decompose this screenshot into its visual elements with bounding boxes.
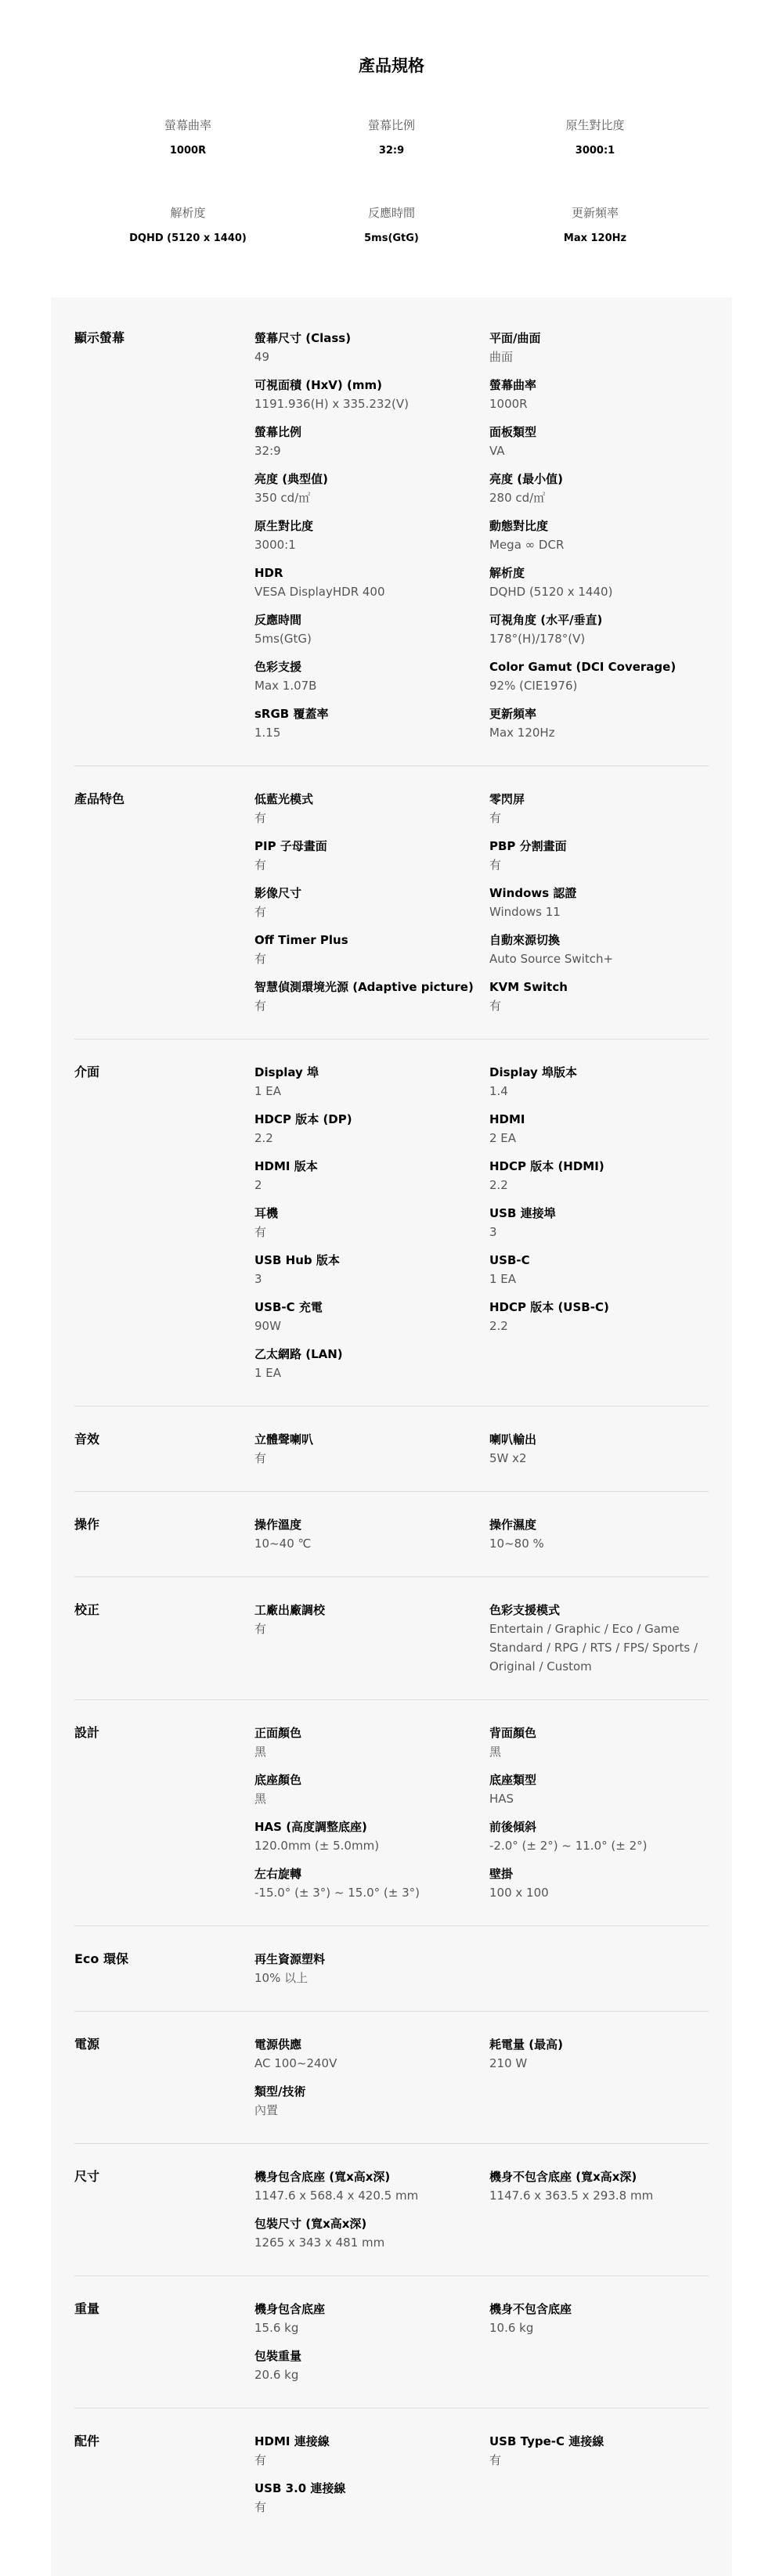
spec-item	[254, 2479, 489, 2517]
spec-value: 有	[254, 1225, 267, 1239]
key-spec-value: 1000R	[169, 145, 207, 157]
spec-name: Display 埠	[254, 1065, 319, 1079]
spec-item	[254, 1251, 489, 1288]
spec-name: 壁掛	[489, 1867, 514, 1881]
spec-item	[489, 2432, 709, 2470]
spec-value: Max 1.07B	[254, 679, 317, 693]
spec-item	[489, 884, 709, 921]
spec-name: 低藍光模式	[254, 792, 314, 806]
spec-item	[254, 931, 489, 968]
spec-item	[489, 1157, 709, 1194]
spec-name: 機身不包含底座	[489, 2302, 572, 2316]
spec-name: 反應時間	[254, 613, 302, 627]
spec-item	[254, 329, 489, 366]
spec-item	[489, 2035, 709, 2073]
spec-item	[254, 564, 489, 601]
spec-name: 機身包含底座	[254, 2302, 326, 2316]
page-title: 產品規格	[359, 56, 424, 75]
key-spec-value: Max 120Hz	[563, 232, 627, 244]
spec-name: 零閃屏	[489, 792, 525, 806]
spec-section	[74, 790, 709, 1039]
spec-name: 更新頻率	[489, 707, 537, 721]
section-title: 音效	[74, 1432, 100, 1447]
spec-item	[254, 2347, 489, 2384]
spec-name: 操作濕度	[489, 1518, 537, 1532]
spec-name: 動態對比度	[489, 519, 549, 533]
spec-value: 黑	[254, 1792, 267, 1806]
spec-name: 前後傾斜	[489, 1820, 537, 1834]
key-spec-value: 3000:1	[575, 145, 615, 157]
section-items	[254, 2432, 709, 2526]
spec-name: HAS (高度調整底座)	[254, 1820, 367, 1834]
spec-value: 2.2	[254, 1131, 273, 1145]
spec-value: 有	[254, 2500, 267, 2514]
spec-value: 有	[254, 2453, 267, 2467]
spec-name: 自動來源切換	[489, 933, 561, 947]
spec-item	[489, 1818, 709, 1855]
spec-name: 螢幕尺寸 (Class)	[254, 331, 352, 345]
section-items	[254, 329, 709, 751]
spec-section	[74, 2167, 709, 2276]
spec-value: 100 x 100	[489, 1886, 549, 1900]
spec-item	[254, 1298, 489, 1335]
section-title: 顯示螢幕	[74, 330, 125, 345]
spec-item	[489, 1515, 709, 1553]
spec-item	[254, 1864, 489, 1902]
spec-name: 類型/技術	[254, 2084, 306, 2099]
spec-name: Display 埠版本	[489, 1065, 578, 1079]
spec-name: 電源供應	[254, 2037, 302, 2052]
spec-name: PBP 分割畫面	[489, 839, 567, 853]
spec-name: USB-C 充電	[254, 1300, 323, 1314]
spec-item	[254, 837, 489, 874]
spec-item	[254, 1771, 489, 1808]
spec-value: 10~80 %	[489, 1537, 544, 1551]
spec-value: 210 W	[489, 2056, 528, 2070]
spec-value: 1.15	[254, 726, 281, 740]
spec-value: 有	[489, 999, 502, 1013]
spec-item	[489, 1110, 709, 1147]
spec-name: 原生對比度	[254, 519, 314, 533]
section-title: 校正	[74, 1602, 100, 1617]
spec-name: Off Timer Plus	[254, 933, 348, 947]
spec-name: 左右旋轉	[254, 1867, 302, 1881]
spec-name: sRGB 覆蓋率	[254, 707, 329, 721]
spec-item	[489, 704, 709, 742]
spec-value: 有	[254, 905, 267, 919]
spec-item	[254, 1110, 489, 1147]
spec-item	[489, 376, 709, 413]
spec-name: USB-C	[489, 1253, 530, 1267]
spec-value: 1147.6 x 363.5 x 293.8 mm	[489, 2189, 654, 2203]
section-items	[254, 2035, 709, 2129]
spec-item	[489, 1430, 709, 1468]
spec-item	[254, 1345, 489, 1382]
spec-item	[254, 1204, 489, 1241]
spec-item	[254, 1950, 489, 1987]
spec-value: 有	[489, 858, 502, 872]
spec-name: 色彩支援模式	[489, 1603, 561, 1617]
spec-value: 1147.6 x 568.4 x 420.5 mm	[254, 2189, 419, 2203]
spec-name: 智慧偵測環境光源 (Adaptive picture)	[254, 980, 474, 994]
spec-item	[254, 376, 489, 413]
section-items	[254, 1601, 709, 1685]
key-spec-value: DQHD (5120 x 1440)	[129, 232, 247, 244]
section-title: 設計	[74, 1725, 100, 1740]
spec-item	[489, 517, 709, 554]
spec-name: Color Gamut (DCI Coverage)	[489, 660, 677, 674]
spec-section	[74, 1950, 709, 2012]
spec-name: USB Type-C 連接線	[489, 2434, 604, 2448]
spec-value: 1 EA	[254, 1084, 282, 1098]
section-title: 介面	[74, 1065, 100, 1079]
spec-value: 1 EA	[489, 1272, 517, 1286]
key-spec-item	[290, 116, 493, 158]
spec-value: 有	[254, 1451, 267, 1465]
spec-value: 90W	[254, 1319, 281, 1333]
spec-value: 49	[254, 350, 270, 364]
spec-section	[74, 1515, 709, 1577]
spec-value: Auto Source Switch+	[489, 952, 614, 966]
spec-section	[74, 1601, 709, 1700]
spec-name: USB 3.0 連接線	[254, 2481, 346, 2495]
spec-item	[254, 704, 489, 742]
section-title: 產品特色	[74, 791, 125, 806]
spec-value: -15.0° (± 3°) ~ 15.0° (± 3°)	[254, 1886, 420, 1900]
spec-value: 5W x2	[489, 1451, 527, 1465]
spec-item	[254, 1063, 489, 1101]
spec-item	[489, 978, 709, 1015]
key-spec-label: 原生對比度	[565, 118, 625, 132]
spec-value: 280 cd/㎡	[489, 491, 546, 505]
spec-section	[74, 2432, 709, 2540]
spec-name: 可視面積 (HxV) (mm)	[254, 378, 382, 392]
spec-item	[489, 1724, 709, 1761]
spec-name: 耗電量 (最高)	[489, 2037, 563, 2052]
spec-section	[74, 2035, 709, 2144]
spec-name: 再生資源塑料	[254, 1952, 326, 1966]
spec-name: 包裝尺寸 (寬x高x深)	[254, 2217, 367, 2231]
spec-value: 有	[254, 1622, 267, 1636]
spec-value: Entertain / Graphic / Eco / Game Standard / RPG / RTS / FPS/ Sports / Original / Custom	[489, 1622, 698, 1673]
section-items	[254, 1430, 709, 1477]
section-items	[254, 1950, 709, 1997]
spec-item	[489, 329, 709, 366]
spec-name: 正面顏色	[254, 1726, 302, 1740]
spec-value: 350 cd/㎡	[254, 491, 311, 505]
spec-name: HDR	[254, 566, 283, 580]
key-spec-item	[86, 204, 290, 246]
spec-name: 機身不包含底座 (寬x高x深)	[489, 2170, 637, 2184]
spec-item	[254, 1157, 489, 1194]
spec-value: 2 EA	[489, 1131, 517, 1145]
spec-name: 乙太網路 (LAN)	[254, 1347, 343, 1361]
spec-item	[489, 1251, 709, 1288]
spec-value: 5ms(GtG)	[254, 632, 312, 646]
spec-value: 黑	[489, 1745, 502, 1759]
spec-item	[254, 2082, 489, 2120]
spec-item	[254, 884, 489, 921]
spec-item	[489, 2300, 709, 2337]
spec-item	[254, 2432, 489, 2470]
spec-name: 面板類型	[489, 425, 537, 439]
spec-value: 15.6 kg	[254, 2321, 299, 2335]
spec-item	[489, 1771, 709, 1808]
key-spec-item	[86, 116, 290, 158]
spec-item	[489, 1063, 709, 1101]
spec-value: 內置	[254, 2103, 279, 2117]
key-specs	[86, 116, 697, 246]
spec-value: 有	[254, 952, 267, 966]
spec-name: 背面顏色	[489, 1726, 537, 1740]
spec-item	[254, 658, 489, 695]
spec-item	[489, 1601, 709, 1676]
spec-value: AC 100~240V	[254, 2056, 337, 2070]
spec-name: 螢幕曲率	[489, 378, 537, 392]
spec-name: 耳機	[254, 1206, 279, 1220]
spec-panel	[51, 297, 732, 2576]
spec-value: 32:9	[254, 444, 281, 458]
spec-name: 影像尺寸	[254, 886, 302, 900]
spec-value: 1191.936(H) x 335.232(V)	[254, 397, 409, 411]
key-spec-label: 反應時間	[367, 206, 415, 220]
spec-value: 20.6 kg	[254, 2368, 299, 2382]
spec-item	[254, 978, 489, 1015]
key-spec-label: 螢幕比例	[367, 118, 415, 132]
section-items	[254, 1515, 709, 1562]
spec-name: HDMI 連接線	[254, 2434, 330, 2448]
spec-item	[489, 658, 709, 695]
spec-value: 10.6 kg	[489, 2321, 534, 2335]
spec-value: 120.0mm (± 5.0mm)	[254, 1839, 380, 1853]
spec-section	[74, 1430, 709, 1492]
spec-name: HDMI	[489, 1112, 525, 1126]
section-title: 電源	[74, 2037, 100, 2052]
spec-name: 操作溫度	[254, 1518, 302, 1532]
spec-item	[254, 470, 489, 507]
spec-value: 2.2	[489, 1319, 508, 1333]
spec-value: HAS	[489, 1792, 514, 1806]
spec-name: Windows 認證	[489, 886, 577, 900]
key-spec-item	[290, 204, 493, 246]
spec-item	[254, 1818, 489, 1855]
spec-value: 1.4	[489, 1084, 508, 1098]
spec-value: 1 EA	[254, 1366, 282, 1380]
spec-value: Windows 11	[489, 905, 561, 919]
spec-item	[254, 2167, 489, 2205]
spec-value: 10~40 ℃	[254, 1537, 312, 1551]
spec-name: 亮度 (最小值)	[489, 472, 563, 486]
spec-value: VESA DisplayHDR 400	[254, 585, 385, 599]
spec-name: 喇叭輸出	[489, 1432, 537, 1447]
spec-item	[489, 470, 709, 507]
section-title: 重量	[74, 2301, 100, 2316]
spec-name: 機身包含底座 (寬x高x深)	[254, 2170, 391, 2184]
key-spec-label: 解析度	[170, 206, 206, 220]
spec-item	[489, 2167, 709, 2205]
spec-item	[254, 2300, 489, 2337]
spec-value: Mega ∞ DCR	[489, 538, 565, 552]
spec-value: 有	[254, 858, 267, 872]
spec-name: 底座類型	[489, 1773, 537, 1787]
spec-name: 可視角度 (水平/垂直)	[489, 613, 603, 627]
section-items	[254, 2300, 709, 2394]
spec-value: 1265 x 343 x 481 mm	[254, 2236, 385, 2250]
key-spec-value: 5ms(GtG)	[364, 232, 419, 244]
spec-value: 3000:1	[254, 538, 296, 552]
spec-value: 有	[254, 999, 267, 1013]
spec-item	[489, 1298, 709, 1335]
spec-item	[489, 931, 709, 968]
spec-value: 92% (CIE1976)	[489, 679, 578, 693]
spec-name: HDMI 版本	[254, 1159, 318, 1173]
key-spec-item	[493, 116, 697, 158]
spec-value: -2.0° (± 2°) ~ 11.0° (± 2°)	[489, 1839, 648, 1853]
spec-value: 10% 以上	[254, 1971, 309, 1985]
spec-item	[254, 611, 489, 648]
spec-item	[254, 423, 489, 460]
spec-value: 有	[489, 2453, 502, 2467]
section-items	[254, 790, 709, 1025]
spec-section	[74, 1724, 709, 1926]
spec-value: VA	[489, 444, 505, 458]
spec-item	[489, 790, 709, 827]
spec-value: 有	[254, 811, 267, 825]
spec-value: 有	[489, 811, 502, 825]
spec-section	[74, 1063, 709, 1407]
spec-item	[254, 1601, 489, 1676]
section-items	[254, 1724, 709, 1911]
spec-item	[489, 564, 709, 601]
spec-item	[254, 2214, 489, 2252]
spec-name: 螢幕比例	[254, 425, 302, 439]
spec-item	[254, 2035, 489, 2073]
spec-item	[489, 423, 709, 460]
spec-name: 立體聲喇叭	[254, 1432, 314, 1447]
spec-value: Max 120Hz	[489, 726, 555, 740]
spec-section	[74, 2300, 709, 2408]
spec-name: 平面/曲面	[489, 331, 541, 345]
spec-name: 包裝重量	[254, 2349, 302, 2363]
spec-item	[489, 1204, 709, 1241]
spec-value: 178°(H)/178°(V)	[489, 632, 586, 646]
section-items	[254, 2167, 709, 2261]
spec-item	[254, 790, 489, 827]
spec-value: 3	[489, 1225, 497, 1239]
key-spec-item	[493, 204, 697, 246]
spec-value: 1000R	[489, 397, 528, 411]
spec-value: DQHD (5120 x 1440)	[489, 585, 613, 599]
spec-name: HDCP 版本 (DP)	[254, 1112, 352, 1126]
spec-name: PIP 子母畫面	[254, 839, 327, 853]
spec-name: HDCP 版本 (HDMI)	[489, 1159, 604, 1173]
spec-name: 解析度	[489, 566, 525, 580]
spec-value: 黑	[254, 1745, 267, 1759]
spec-name: HDCP 版本 (USB-C)	[489, 1300, 609, 1314]
spec-name: 工廠出廠調校	[254, 1603, 326, 1617]
spec-value: 3	[254, 1272, 262, 1286]
key-spec-label: 螢幕曲率	[164, 118, 211, 132]
spec-item	[254, 1430, 489, 1468]
spec-value: 2	[254, 1178, 262, 1192]
key-spec-label: 更新頻率	[571, 206, 619, 220]
spec-name: 底座顏色	[254, 1773, 302, 1787]
spec-name: 亮度 (典型值)	[254, 472, 328, 486]
spec-item	[254, 517, 489, 554]
spec-item	[489, 611, 709, 648]
spec-item	[489, 837, 709, 874]
spec-item	[489, 1864, 709, 1902]
spec-name: USB 連接埠	[489, 1206, 556, 1220]
spec-name: USB Hub 版本	[254, 1253, 340, 1267]
section-title: Eco 環保	[74, 1951, 128, 1966]
spec-value: 曲面	[489, 350, 514, 364]
key-spec-value: 32:9	[378, 145, 405, 157]
section-items	[254, 1063, 709, 1392]
section-title: 操作	[74, 1517, 100, 1532]
spec-name: 色彩支援	[254, 660, 302, 674]
spec-value: 2.2	[489, 1178, 508, 1192]
spec-item	[254, 1724, 489, 1761]
spec-item	[254, 1515, 489, 1553]
spec-name: KVM Switch	[489, 980, 568, 994]
section-title: 尺寸	[74, 2169, 100, 2184]
section-title: 配件	[74, 2434, 100, 2448]
spec-section	[74, 329, 709, 766]
